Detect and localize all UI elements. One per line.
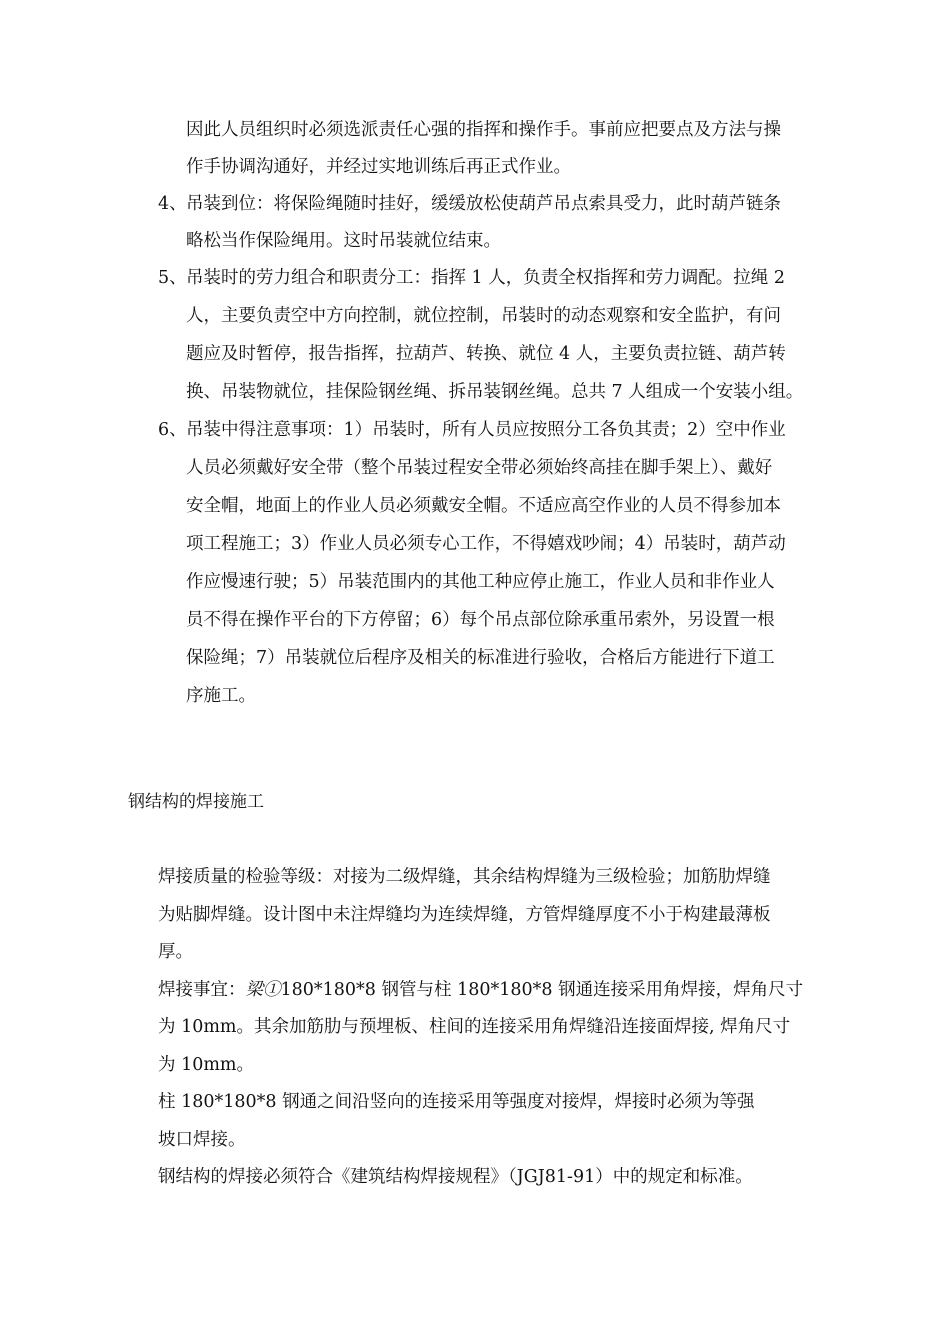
section-heading: 钢结构的焊接施工 [128,792,264,812]
list-item-line: 吊装到位：将保险绳随时挂好，缓缓放松使葫芦吊点索具受力，此时葫芦链条 [186,194,781,214]
list-item-line: 换、吊装物就位，挂保险钢丝绳、拆吊装钢丝绳。总共 7 人组成一个安装小组。 [186,382,804,402]
list-item-line: 安全帽，地面上的作业人员必须戴安全帽。不适应高空作业的人员不得参加本 [186,496,781,516]
paragraph-line: 为 10mm。 [158,1055,255,1075]
list-item-number: 5、 [158,268,187,288]
beam-label: 梁① [245,980,281,1000]
list-item-number: 4、 [158,194,187,214]
paragraph-line: 厚。 [158,942,193,962]
paragraph-line: 焊接质量的检验等级：对接为二级焊缝，其余结构焊缝为三级检验；加筋肋焊缝 [158,867,771,887]
paragraph-line: 坡口焊接。 [158,1130,246,1150]
list-item-line: 人，主要负责空中方向控制，就位控制，吊装时的动态观察和安全监护，有问 [186,306,781,326]
list-item-line: 题应及时暂停，报告指挥，拉葫芦、转换、就位 4 人，主要负责拉链、葫芦转 [186,344,786,364]
list-item-line: 作应慢速行驶；5）吊装范围内的其他工种应停止施工，作业人员和非作业人 [186,572,775,592]
list-item-number: 6、 [158,420,187,440]
list-item-line: 项工程施工；3）作业人员必须专心工作，不得嬉戏吵闹；4）吊装时，葫芦动 [186,534,786,554]
paragraph-text: 180*180*8 钢管与柱 180*180*8 钢通连接采用角焊接，焊角尺寸 [280,980,804,1000]
paragraph-line: 为贴脚焊缝。设计图中未注焊缝均为连续焊缝，方管焊缝厚度不小于构建最薄板 [158,905,771,925]
list-item-line: 吊装时的劳力组合和职责分工：指挥 1 人，负责全权指挥和劳力调配。拉绳 2 [186,268,785,288]
list-item-line: 员不得在操作平台的下方停留；6）每个吊点部位除承重吊索外，另设置一根 [186,610,775,630]
list-item-line: 保险绳；7）吊装就位后程序及相关的标准进行验收，合格后方能进行下道工 [186,648,775,668]
paragraph-line [158,979,803,1001]
list-item-line: 序施工。 [186,686,256,706]
paragraph-prefix: 焊接事宜： [158,980,246,1000]
list-item-line: 略松当作保险绳用。这时吊装就位结束。 [186,231,501,251]
paragraph-line: 作手协调沟通好，并经过实地训练后再正式作业。 [186,157,571,177]
paragraph-line: 因此人员组织时必须选派责任心强的指挥和操作手。事前应把要点及方法与操 [186,120,781,140]
paragraph-line: 钢结构的焊接必须符合《建筑结构焊接规程》（JGJ81-91）中的规定和标准。 [158,1167,753,1187]
list-item-line: 吊装中得注意事项：1）吊装时，所有人员应按照分工各负其责；2）空中作业 [186,420,786,440]
paragraph-line: 柱 180*180*8 钢通之间沿竖向的连接采用等强度对接焊，焊接时必须为等强 [158,1092,755,1112]
paragraph-line: 为 10mm。其余加筋肋与预埋板、柱间的连接采用角焊缝沿连接面焊接, 焊角尺寸 [158,1017,791,1037]
list-item-line: 人员必须戴好安全带（整个吊装过程安全带必须始终高挂在脚手架上）、戴好 [186,458,773,478]
